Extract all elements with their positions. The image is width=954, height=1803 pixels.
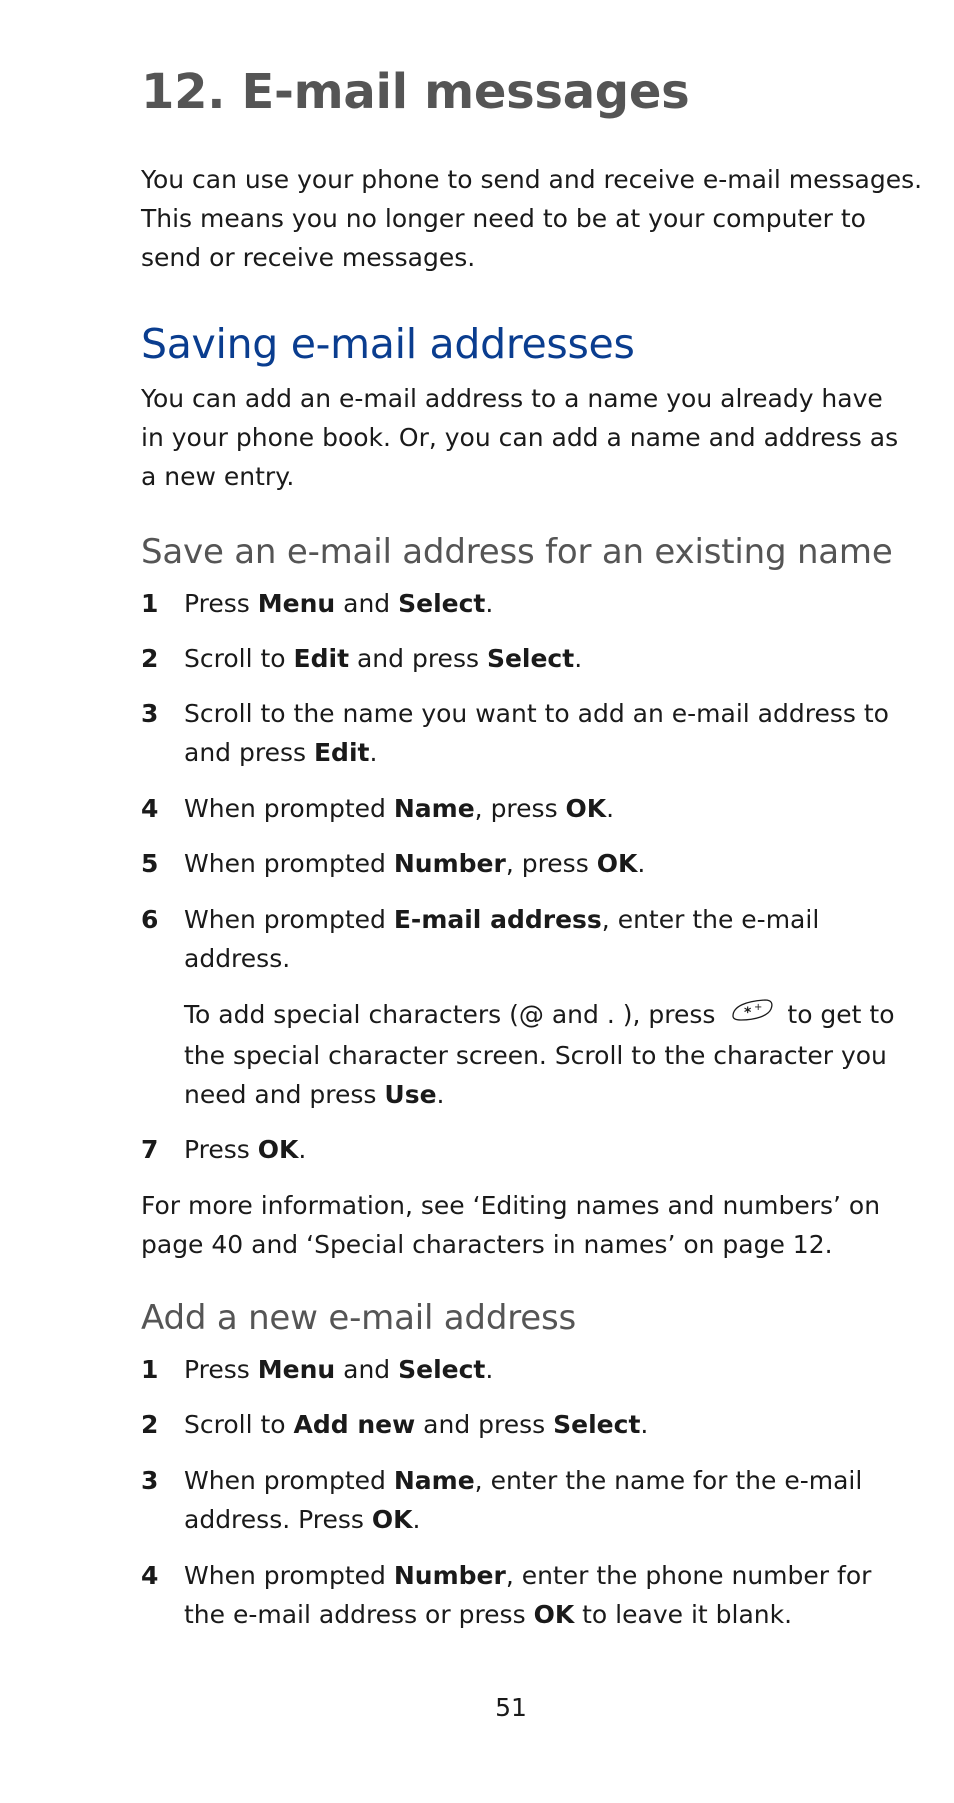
step-text-part: When prompted (184, 905, 394, 934)
step-text-line (184, 900, 819, 939)
step-text (184, 1556, 871, 1634)
svg-text:+: + (754, 1001, 763, 1013)
step-text-part: . (640, 1410, 649, 1439)
ui-term: OK (565, 794, 607, 823)
step-text-part: the e-mail address or press (184, 1600, 534, 1629)
step-text (184, 1405, 648, 1444)
step-text-part: When prompted (184, 1466, 394, 1495)
svg-text:*: * (744, 1004, 752, 1021)
step-text-part: When prompted (184, 849, 394, 878)
ui-term: Select (398, 1355, 486, 1384)
step-text-part: and press (184, 738, 314, 767)
step-text-part: Scroll to (184, 644, 294, 673)
step-number: 1 (141, 589, 159, 618)
step-text-part: Press (184, 1135, 258, 1164)
step-text-part: and press (415, 1410, 554, 1439)
step-text (184, 844, 645, 883)
step-text-part: , enter the phone number for (505, 1561, 872, 1590)
step-text-line (184, 733, 889, 772)
step-text-part: . (637, 849, 646, 878)
step-text-line (184, 1461, 862, 1500)
ui-term: E-mail address (393, 905, 602, 934)
note-text-part: need and press (184, 1079, 385, 1109)
step-number: 4 (141, 1561, 159, 1590)
chapter-title: 12. E-mail messages (141, 64, 690, 120)
step-text (184, 1350, 493, 1389)
ui-term: OK (371, 1505, 413, 1534)
section-line: You can add an e-mail address to a name you already have (141, 384, 883, 413)
star-key-icon (729, 995, 775, 1034)
more-info-line: For more information, see ‘Editing names and numbers’ on (141, 1191, 881, 1220)
page-number: 51 (495, 1693, 527, 1722)
step-text-part: . (412, 1505, 421, 1534)
section-line: a new entry. (141, 462, 295, 491)
section-paragraph (141, 379, 898, 496)
step-text-part: and (335, 1355, 399, 1384)
step-text-part: , enter the name for the e-mail (474, 1466, 863, 1495)
ui-term: OK (596, 849, 638, 878)
ui-term: Menu (257, 589, 336, 618)
section-title: Saving e-mail addresses (141, 320, 635, 368)
ui-term: Name (393, 1466, 475, 1495)
intro-paragraph (141, 160, 922, 277)
ui-term: Select (486, 644, 575, 673)
step-text (184, 1461, 862, 1539)
step-text-part: . (606, 794, 615, 823)
step-text-part: . (574, 644, 583, 673)
step-text-part: and (335, 589, 399, 618)
intro-line: send or receive messages. (141, 243, 476, 272)
step-text-part: , enter the e-mail (601, 905, 820, 934)
step-number: 2 (141, 1410, 159, 1439)
step-text-part: Press (184, 589, 258, 618)
section-line: in your phone book. Or, you can add a name and address as (141, 423, 899, 452)
step-text-line (184, 1556, 871, 1595)
step-text (184, 639, 582, 678)
step-text-line (184, 1500, 862, 1539)
step-number: 3 (141, 1466, 159, 1495)
step-text (184, 584, 493, 623)
step-number: 6 (141, 905, 159, 934)
step-text-part: address. Press (184, 1505, 372, 1534)
note-line (184, 995, 895, 1036)
step-text-part: . (485, 589, 494, 618)
ui-term: Edit (313, 738, 370, 767)
ui-term: OK (533, 1600, 575, 1629)
step-text-line: address. (184, 944, 291, 973)
note-text-part: to get to (787, 1000, 895, 1029)
step-text-part: . (485, 1355, 494, 1384)
step-text-part: Press (184, 1355, 258, 1384)
note-line (184, 1075, 895, 1114)
step-text-line (184, 1595, 871, 1634)
step-text (184, 900, 819, 978)
ui-term: Select (398, 589, 486, 618)
ui-term: Number (393, 849, 506, 878)
more-info-paragraph (141, 1186, 880, 1264)
step-number: 2 (141, 644, 159, 673)
step-number: 7 (141, 1135, 159, 1164)
ui-term: OK (257, 1135, 299, 1164)
step-text-part: When prompted (184, 794, 394, 823)
subsection-title-existing: Save an e-mail address for an existing name (141, 532, 893, 572)
ui-term: Number (393, 1561, 506, 1590)
step-text (184, 694, 889, 772)
step-text-part: , press (505, 849, 597, 878)
step-text-part: to leave it blank. (574, 1600, 793, 1629)
step-number: 1 (141, 1355, 159, 1384)
step-text (184, 789, 614, 828)
note-text (184, 995, 895, 1114)
intro-line: You can use your phone to send and receive e-mail messages. (141, 165, 923, 194)
ui-term: Edit (293, 644, 350, 673)
step-text-part: When prompted (184, 1561, 394, 1590)
ui-term: Add new (293, 1410, 416, 1439)
step-text-part: and press (349, 644, 487, 673)
ui-term: Select (553, 1410, 641, 1439)
note-text-part: To add special characters (@ and . ), press (184, 1000, 716, 1029)
step-number: 5 (141, 849, 159, 878)
note-line: the special character screen. Scroll to the character you (184, 1040, 887, 1070)
intro-line: This means you no longer need to be at your computer to (141, 204, 866, 233)
step-text-part: Scroll to (184, 1410, 294, 1439)
step-text-line: Scroll to the name you want to add an e-mail address to (184, 699, 889, 728)
note-text-part: . (436, 1079, 445, 1109)
step-text-part: . (369, 738, 378, 767)
step-text-part: . (298, 1135, 307, 1164)
more-info-line: page 40 and ‘Special characters in names’ on page 12. (141, 1230, 833, 1259)
subsection-title-add-new: Add a new e-mail address (141, 1298, 576, 1338)
step-number: 3 (141, 699, 159, 728)
step-number: 4 (141, 794, 159, 823)
ui-term: Menu (257, 1355, 336, 1384)
step-text-part: , press (474, 794, 566, 823)
ui-term: Name (393, 794, 475, 823)
ui-term: Use (384, 1079, 437, 1109)
step-text (184, 1130, 306, 1169)
